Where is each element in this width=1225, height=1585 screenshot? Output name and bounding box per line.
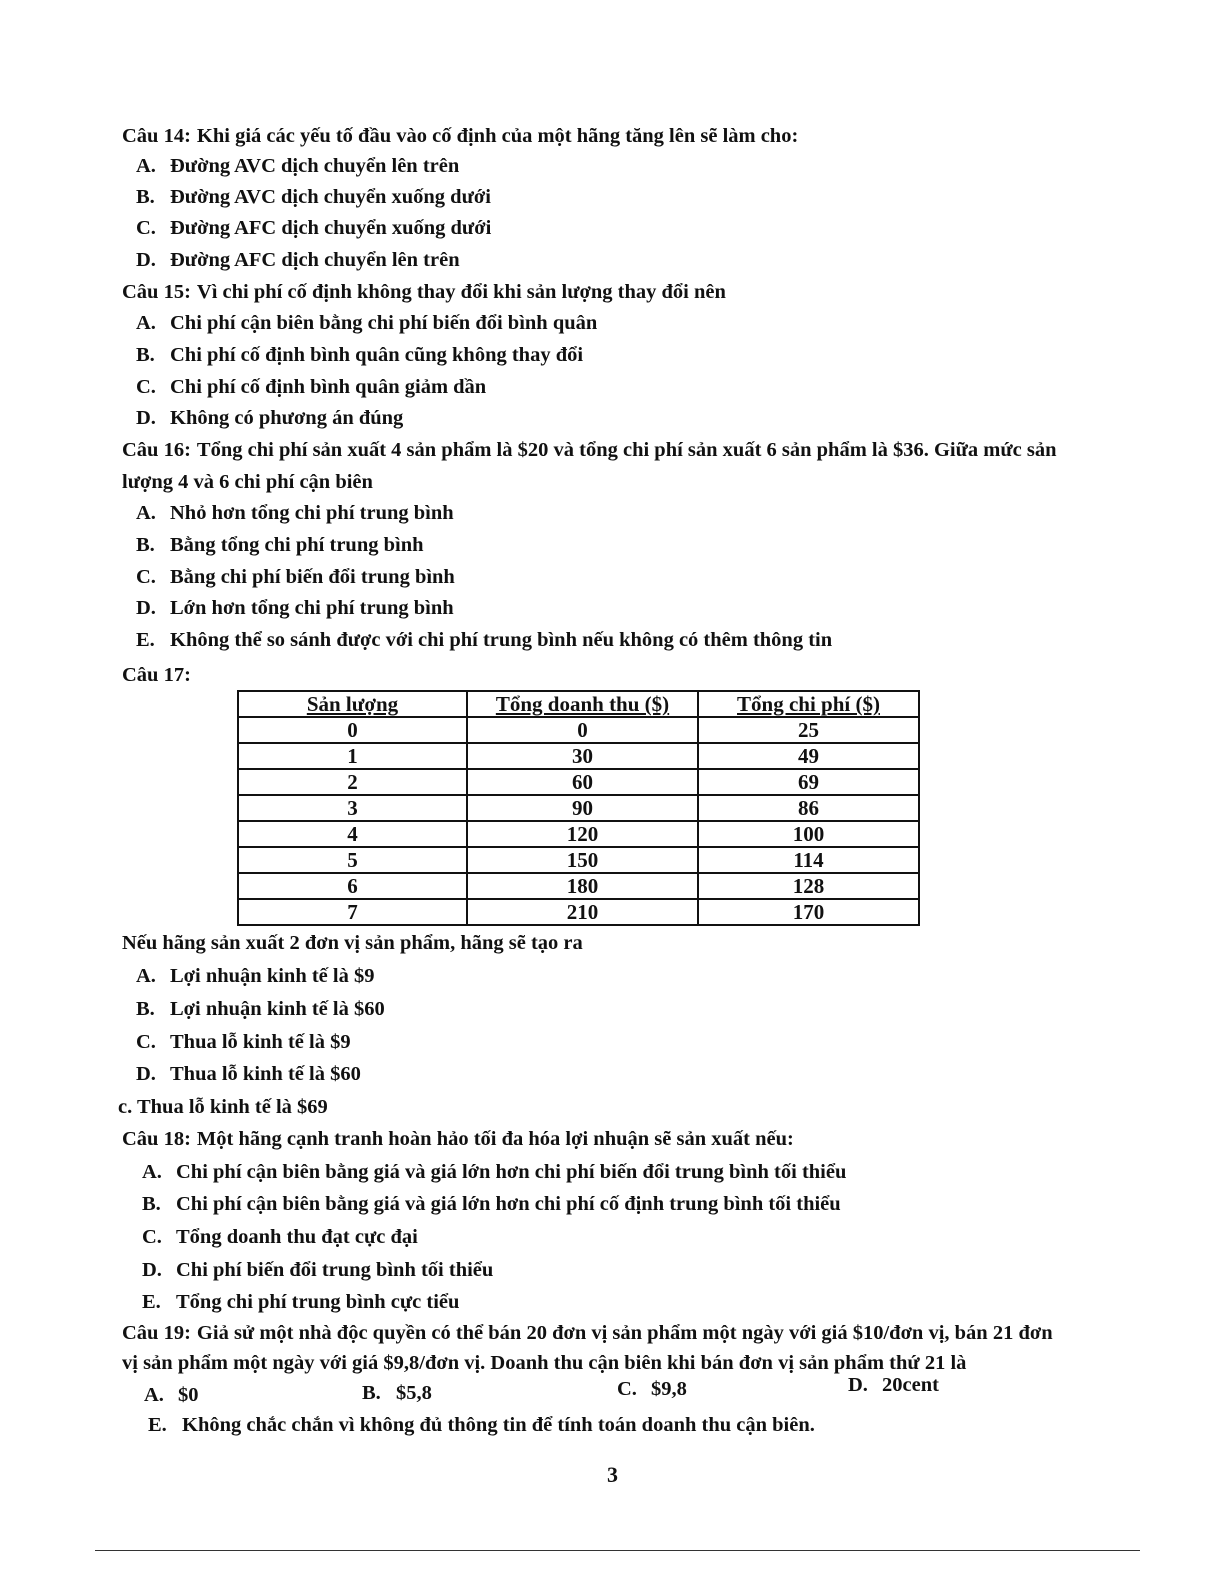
option	[144, 1384, 199, 1407]
question-number: Câu 15:	[122, 281, 191, 303]
option-text: Chi phí cận biên bằng giá và giá lớn hơn chi phí biến đổi trung bình tối thiểu	[176, 1161, 847, 1183]
option-text: Chi phí cận biên bằng giá và giá lớn hơn chi phí cố định trung bình tối thiểu	[176, 1193, 841, 1215]
table-cell: 86	[698, 795, 919, 821]
question-19	[122, 1322, 1053, 1345]
option	[136, 407, 403, 430]
table-header: Sản lượng	[238, 691, 467, 717]
option	[148, 1414, 815, 1437]
option	[136, 376, 486, 399]
option-key: A.	[144, 1384, 164, 1406]
option	[136, 566, 455, 589]
option-text: Chi phí cố định bình quân cũng không thay đổi	[170, 344, 584, 366]
table-cell: 5	[238, 847, 467, 873]
option-key: E.	[136, 629, 155, 651]
option-key: D.	[848, 1374, 868, 1396]
option-text: Chi phí cận biên bằng chi phí biến đổi bình quân	[170, 312, 598, 334]
question-number: Câu 16:	[122, 439, 191, 461]
option-key: E.	[148, 1414, 167, 1436]
table-cell: 0	[238, 717, 467, 743]
option	[136, 502, 454, 525]
option-text: $5,8	[396, 1382, 432, 1404]
table-row	[238, 769, 919, 795]
option-key: C.	[136, 217, 156, 239]
table-cell: 120	[467, 821, 698, 847]
option	[136, 629, 832, 652]
option-key: C.	[142, 1226, 162, 1248]
option-key: C.	[136, 1031, 156, 1053]
option-key: D.	[136, 1063, 156, 1085]
table-row	[238, 847, 919, 873]
option-text: Bằng tổng chi phí trung bình	[170, 534, 424, 556]
table-cell: 114	[698, 847, 919, 873]
option	[136, 186, 491, 209]
option-key: D.	[136, 407, 156, 429]
option	[136, 998, 385, 1021]
option-key: A.	[142, 1161, 162, 1183]
table-cell: 1	[238, 743, 467, 769]
option-text: Chi phí biến đổi trung bình tối thiểu	[176, 1259, 494, 1281]
question-16	[122, 439, 1057, 462]
option-text: Bằng chi phí biến đổi trung bình	[170, 566, 455, 588]
option	[136, 155, 459, 178]
option-key: D.	[142, 1259, 162, 1281]
option	[142, 1259, 493, 1282]
table-row	[238, 873, 919, 899]
option	[136, 534, 424, 557]
table-row	[238, 717, 919, 743]
option-text: Đường AVC dịch chuyển lên trên	[170, 155, 460, 177]
question-14	[122, 125, 798, 148]
option-key: A.	[136, 155, 156, 177]
option	[142, 1193, 841, 1216]
option-key: B.	[136, 344, 155, 366]
option-key: E.	[142, 1291, 161, 1313]
table-header-row	[238, 691, 919, 717]
option-text: Lợi nhuận kinh tế là $60	[170, 998, 385, 1020]
table-cell: 60	[467, 769, 698, 795]
question-number: Câu 18:	[122, 1128, 191, 1150]
option-text: Nhỏ hơn tổng chi phí trung bình	[170, 502, 454, 524]
option-key: D.	[136, 249, 156, 271]
table-header: Tổng doanh thu ($)	[467, 691, 698, 717]
table-cell: 150	[467, 847, 698, 873]
question-text: Giả sử một nhà độc quyền có thể bán 20 đơn vị sản phẩm một ngày với giá $10/đơn vị, bán 21 đơn	[196, 1322, 1053, 1344]
question-text: Vì chi phí cố định không thay đổi khi sản lượng thay đổi nên	[196, 281, 726, 303]
option-key: B.	[136, 186, 155, 208]
option-key: C.	[617, 1378, 637, 1400]
option-text: Thua lỗ kinh tế là $9	[170, 1031, 351, 1053]
question-text: Tổng chi phí sản xuất 4 sản phẩm là $20 và tổng chi phí sản xuất 6 sản phẩm là $36. Giữa mức sản	[196, 439, 1057, 461]
option-text: 20cent	[882, 1374, 939, 1396]
option	[136, 312, 597, 335]
table-cell: 25	[698, 717, 919, 743]
option-text: Không thể so sánh được với chi phí trung bình nếu không có thêm thông tin	[170, 629, 833, 651]
question-15	[122, 281, 726, 304]
page-number: 3	[607, 1462, 618, 1487]
option-text: Lợi nhuận kinh tế là $9	[170, 965, 375, 987]
table-row	[238, 899, 919, 925]
option-key: A.	[136, 502, 156, 524]
question-17	[122, 664, 191, 687]
table-cell: 90	[467, 795, 698, 821]
option-key: A.	[136, 312, 156, 334]
option	[136, 597, 454, 620]
option	[848, 1374, 939, 1397]
option-text: Không chắc chắn vì không đủ thông tin để tính toán doanh thu cận biên.	[182, 1414, 815, 1436]
option-text: Đường AVC dịch chuyển xuống dưới	[170, 186, 491, 208]
table-cell: 170	[698, 899, 919, 925]
table-cell: 69	[698, 769, 919, 795]
table-cell: 49	[698, 743, 919, 769]
table-cell: 4	[238, 821, 467, 847]
question-text-continued: vị sản phẩm một ngày với giá $9,8/đơn vị. Doanh thu cận biên khi bán đơn vị sản phẩm thứ 21 là	[122, 1352, 967, 1374]
question-text: Nếu hãng sản xuất 2 đơn vị sản phẩm, hãng sẽ tạo ra	[122, 932, 583, 954]
option	[362, 1382, 432, 1405]
question-text: Khi giá các yếu tố đầu vào cố định của một hãng tăng lên sẽ làm cho:	[196, 125, 799, 147]
table-cell: 7	[238, 899, 467, 925]
option-text: Đường AFC dịch chuyển xuống dưới	[170, 217, 492, 239]
option-key: A.	[136, 965, 156, 987]
option	[142, 1226, 418, 1249]
option	[136, 344, 583, 367]
question-number: Câu 17:	[122, 664, 191, 686]
option-text: Tổng doanh thu đạt cực đại	[176, 1226, 418, 1248]
table-cell: 128	[698, 873, 919, 899]
option	[136, 965, 374, 988]
table-cell: 180	[467, 873, 698, 899]
option-text: Lớn hơn tổng chi phí trung bình	[170, 597, 454, 619]
option	[136, 249, 460, 272]
table-cell: 3	[238, 795, 467, 821]
option-key: C.	[136, 566, 156, 588]
table-cell: 30	[467, 743, 698, 769]
option-text: $9,8	[651, 1378, 687, 1400]
table-row	[238, 821, 919, 847]
option-key: B.	[136, 534, 155, 556]
option-key: B.	[136, 998, 155, 1020]
question-text: Một hãng cạnh tranh hoàn hảo tối đa hóa lợi nhuận sẽ sản xuất nếu:	[196, 1128, 794, 1150]
question-text-continued: lượng 4 và 6 chi phí cận biên	[122, 471, 373, 493]
option-text: Không có phương án đúng	[170, 407, 404, 429]
table-cell: 100	[698, 821, 919, 847]
option-key: C.	[136, 376, 156, 398]
option-key: D.	[136, 597, 156, 619]
option-text: $0	[178, 1384, 199, 1406]
option	[142, 1291, 459, 1314]
data-table	[237, 690, 920, 926]
option	[136, 1063, 361, 1086]
table-row	[238, 743, 919, 769]
option	[136, 217, 491, 240]
table-cell: 210	[467, 899, 698, 925]
table-cell: 2	[238, 769, 467, 795]
option	[617, 1378, 687, 1401]
table-header: Tổng chi phí ($)	[698, 691, 919, 717]
option-text: Tổng chi phí trung bình cực tiểu	[176, 1291, 460, 1313]
option-key: B.	[362, 1382, 381, 1404]
option	[136, 1031, 351, 1054]
handwritten-note: c. Thua lỗ kinh tế là $69	[118, 1096, 328, 1118]
option-text: Đường AFC dịch chuyển lên trên	[170, 249, 460, 271]
question-18	[122, 1128, 794, 1151]
footer-divider	[95, 1550, 1140, 1551]
question-number: Câu 14:	[122, 125, 191, 147]
option	[142, 1161, 846, 1184]
table-cell: 0	[467, 717, 698, 743]
option-key: B.	[142, 1193, 161, 1215]
table-row	[238, 795, 919, 821]
option-text: Thua lỗ kinh tế là $60	[170, 1063, 361, 1085]
table-cell: 6	[238, 873, 467, 899]
option-text: Chi phí cố định bình quân giảm dần	[170, 376, 487, 398]
question-number: Câu 19:	[122, 1322, 191, 1344]
